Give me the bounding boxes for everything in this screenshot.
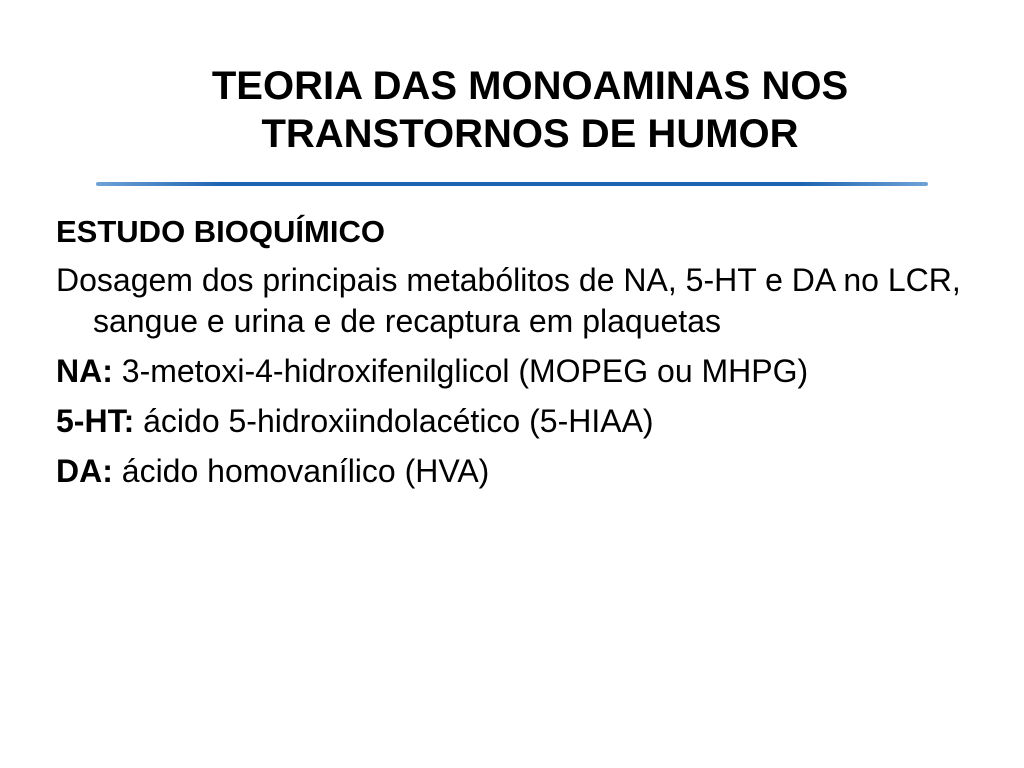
slide-body [56,210,976,500]
title-line-2: TRANSTORNOS DE HUMOR [261,112,799,156]
metabolite-label: NA: [56,353,113,389]
section-heading: ESTUDO BIOQUÍMICO [56,214,385,249]
title-divider [96,182,928,186]
metabolite-item-na [56,350,976,392]
description-paragraph: Dosagem dos principais metabólitos de NA, 5-HT e DA no LCR, sangue e urina e de recaptura em plaquetas [56,262,961,339]
metabolite-label: 5-HT: [56,403,135,439]
metabolite-text: ácido homovanílico (HVA) [112,453,490,489]
metabolite-item-5ht [56,400,976,442]
slide-title [120,62,940,158]
metabolite-item-da [56,450,976,492]
metabolite-text: 3-metoxi-4-hidroxifenilglicol (MOPEG ou MHPG) [112,353,809,389]
metabolite-text: ácido 5-hidroxiindolacético (5-HIAA) [134,403,654,439]
metabolite-label: DA: [56,453,113,489]
title-line-1: TEORIA DAS MONOAMINAS NOS [211,64,849,108]
